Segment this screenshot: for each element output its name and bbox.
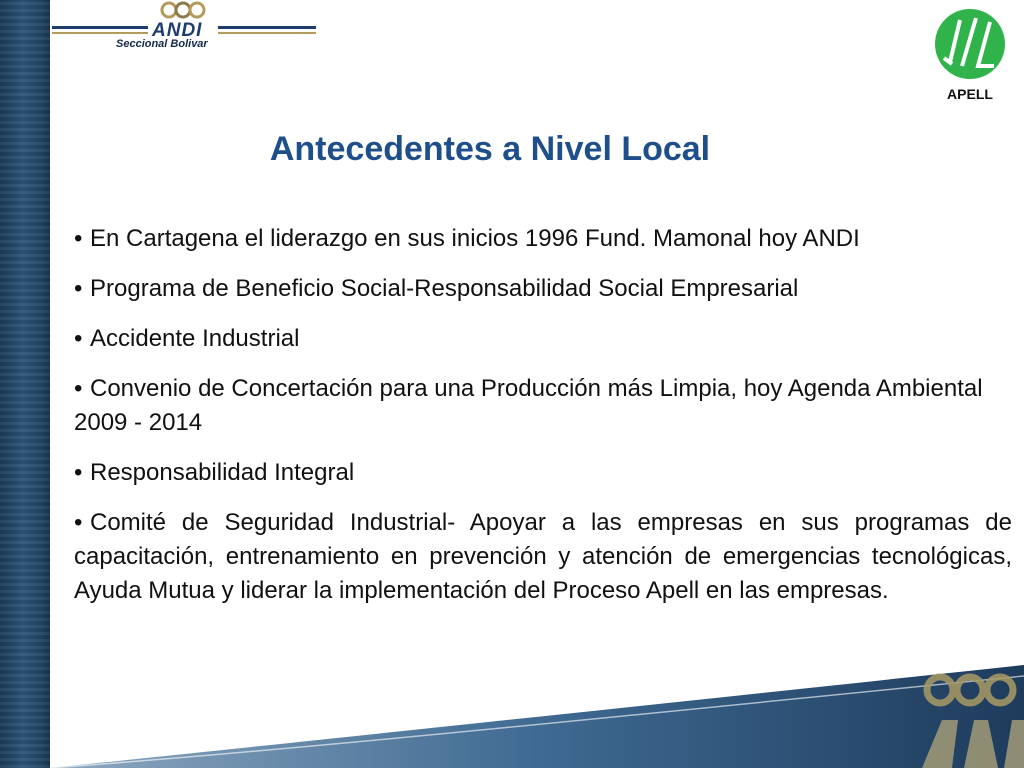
bullet-item	[74, 322, 1012, 356]
andi-logo-text: ANDI	[152, 20, 203, 41]
bullet-symbol: •	[74, 325, 83, 352]
bullet-text: Programa de Beneficio Social-Responsabilidad Social Empresarial	[90, 275, 799, 302]
bullet-text: Accidente Industrial	[90, 325, 300, 352]
bullet-symbol: •	[74, 375, 83, 402]
bullet-text: Convenio de Concertación para una Producción más Limpia, hoy Agenda Ambiental 2009 - 2014	[74, 375, 983, 436]
slide-title	[0, 130, 980, 169]
bullet-symbol: •	[74, 225, 83, 252]
andi-subtitle: Seccional Bolivar	[116, 38, 208, 50]
andi-logo	[52, 0, 316, 54]
bullet-item	[74, 506, 1012, 608]
slide-title-text: Antecedentes a Nivel Local	[269, 130, 711, 168]
bullet-text: Comité de Seguridad Industrial- Apoyar a las empresas en sus programas de capacitación, entrenamiento en prevención y atención de emergencias tecnológicas, Ayuda Mutua y liderar la implementación del Proceso Apell en las empresas.	[74, 509, 1012, 604]
bullet-item	[74, 372, 1012, 440]
apell-logo	[930, 4, 1010, 104]
bullet-item	[74, 456, 1012, 490]
gears-icon	[160, 0, 206, 20]
bullet-text: En Cartagena el liderazgo en sus inicios 1996 Fund. Mamonal hoy ANDI	[90, 225, 860, 252]
logo-rule-left	[52, 26, 148, 29]
logo-rule-left-gold	[52, 32, 148, 34]
andi-watermark-icon	[912, 668, 1024, 768]
logo-rule-right-gold	[218, 32, 316, 34]
bullet-symbol: •	[74, 509, 83, 536]
bullet-item	[74, 272, 1012, 306]
bullet-symbol: •	[74, 275, 83, 302]
logo-rule-right	[218, 26, 316, 29]
bullet-item	[74, 222, 1012, 256]
apell-label: APELL	[947, 86, 993, 102]
bullet-text: Responsabilidad Integral	[90, 459, 355, 486]
bullet-symbol: •	[74, 459, 83, 486]
bullet-list	[74, 222, 1012, 624]
apell-emblem-icon	[930, 4, 1010, 84]
